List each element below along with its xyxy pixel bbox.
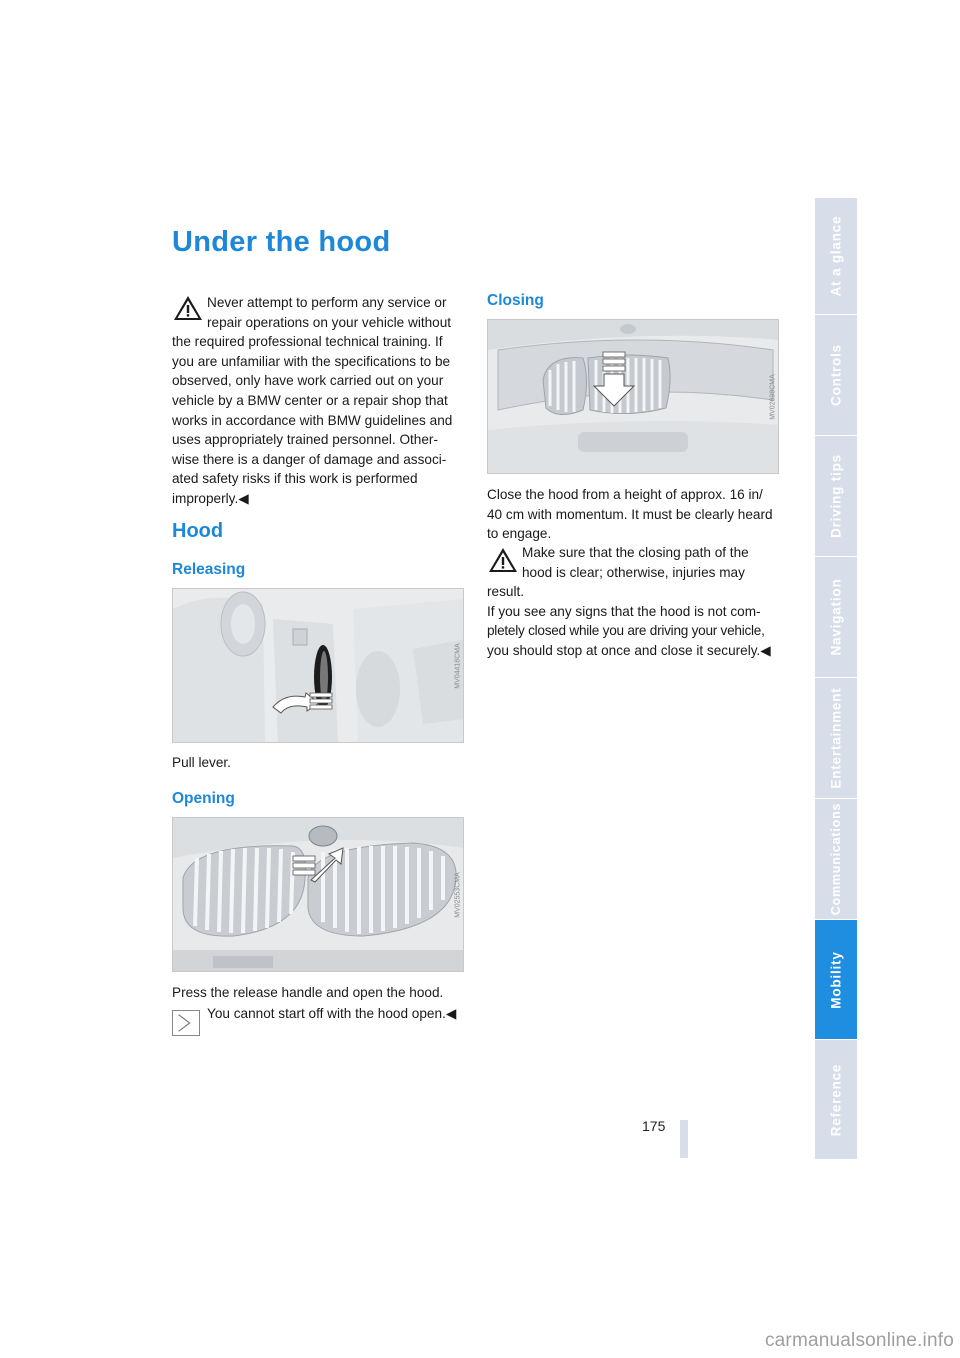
tab-label: Communications <box>829 802 843 916</box>
subheading-closing: Closing <box>487 292 544 309</box>
text-line: Pull lever. <box>172 755 231 770</box>
text-line: Close the hood from a height of approx. 16 in/ <box>487 487 763 502</box>
text-line: Make sure that the closing path of the <box>522 545 749 560</box>
text-line: ated safety risks if this work is performed <box>172 471 418 487</box>
grille-release-illustration <box>173 818 464 972</box>
opening-note <box>172 1004 468 1024</box>
text-line: repair operations on your vehicle without <box>207 314 452 330</box>
tab-mobility[interactable] <box>815 920 857 1040</box>
closing-text <box>487 485 783 544</box>
subheading-releasing: Releasing <box>172 561 246 578</box>
tab-communications[interactable] <box>815 799 857 920</box>
page-number: 175 <box>642 1118 666 1134</box>
tab-at-a-glance[interactable] <box>815 198 857 315</box>
text-line: If you see any signs that the hood is not com- <box>487 603 761 619</box>
text-line: vehicle by a BMW center or a repair shop that <box>172 392 448 408</box>
figure-code: MV02698CMA <box>769 373 777 420</box>
section-heading-hood: Hood <box>172 520 224 542</box>
text-line: You cannot start off with the hood open.◀ <box>207 1006 457 1021</box>
hood-closing-illustration <box>488 320 779 474</box>
releasing-illustration <box>172 588 464 743</box>
subheading-opening: Opening <box>172 790 235 807</box>
text-line: the required professional technical training. If <box>172 334 443 350</box>
text-line: result. <box>487 584 525 600</box>
text-line: hood is clear; otherwise, injuries may <box>522 564 745 580</box>
text-line: to engage. <box>487 526 552 542</box>
tab-label: At a glance <box>828 215 844 297</box>
chapter-tabs <box>815 198 857 1160</box>
tab-label: Driving tips <box>828 454 844 538</box>
text-line: uses appropriately trained personnel. Other- <box>172 432 438 448</box>
tab-label: Reference <box>828 1063 844 1136</box>
text-line: 40 cm with momentum. It must be clearly heard <box>487 506 773 522</box>
text-line: Never attempt to perform any service or <box>207 295 447 310</box>
text-line: works in accordance with BMW guidelines and <box>172 412 453 428</box>
closing-warning-text <box>487 543 787 661</box>
text-line: you are unfamiliar with the specifications to be <box>172 353 451 369</box>
watermark: carmanualsonline.info <box>764 1330 954 1351</box>
closing-illustration <box>487 319 779 474</box>
tab-label: Mobility <box>828 950 844 1009</box>
tab-entertainment[interactable] <box>815 678 857 799</box>
tab-label: Controls <box>828 344 844 406</box>
text-line: observed, only have work carried out on your <box>172 373 444 389</box>
figure-code: MV04418CMA <box>454 642 462 689</box>
text-line: Press the release handle and open the hood. <box>172 985 444 1000</box>
page-number-bar <box>680 1120 688 1158</box>
text-line: pletely closed while you are driving your vehicle, <box>487 623 765 639</box>
tab-navigation[interactable] <box>815 557 857 678</box>
text-line: wise there is a danger of damage and associ- <box>172 451 447 467</box>
opening-caption <box>172 983 468 1003</box>
intro-warning-text <box>172 293 468 509</box>
tab-controls[interactable] <box>815 315 857 436</box>
text-line: you should stop at once and close it securely.◀ <box>487 642 771 658</box>
release-lever-illustration <box>173 589 464 743</box>
tab-label: Navigation <box>828 578 844 656</box>
releasing-caption <box>172 753 468 773</box>
tab-label: Entertainment <box>828 687 844 789</box>
text-line: improperly.◀ <box>172 490 249 506</box>
tab-driving-tips[interactable] <box>815 436 857 557</box>
page-title: Under the hood <box>172 226 391 258</box>
tab-reference[interactable] <box>815 1040 857 1160</box>
opening-illustration <box>172 817 464 972</box>
figure-code: MV02553CMA <box>454 871 462 918</box>
